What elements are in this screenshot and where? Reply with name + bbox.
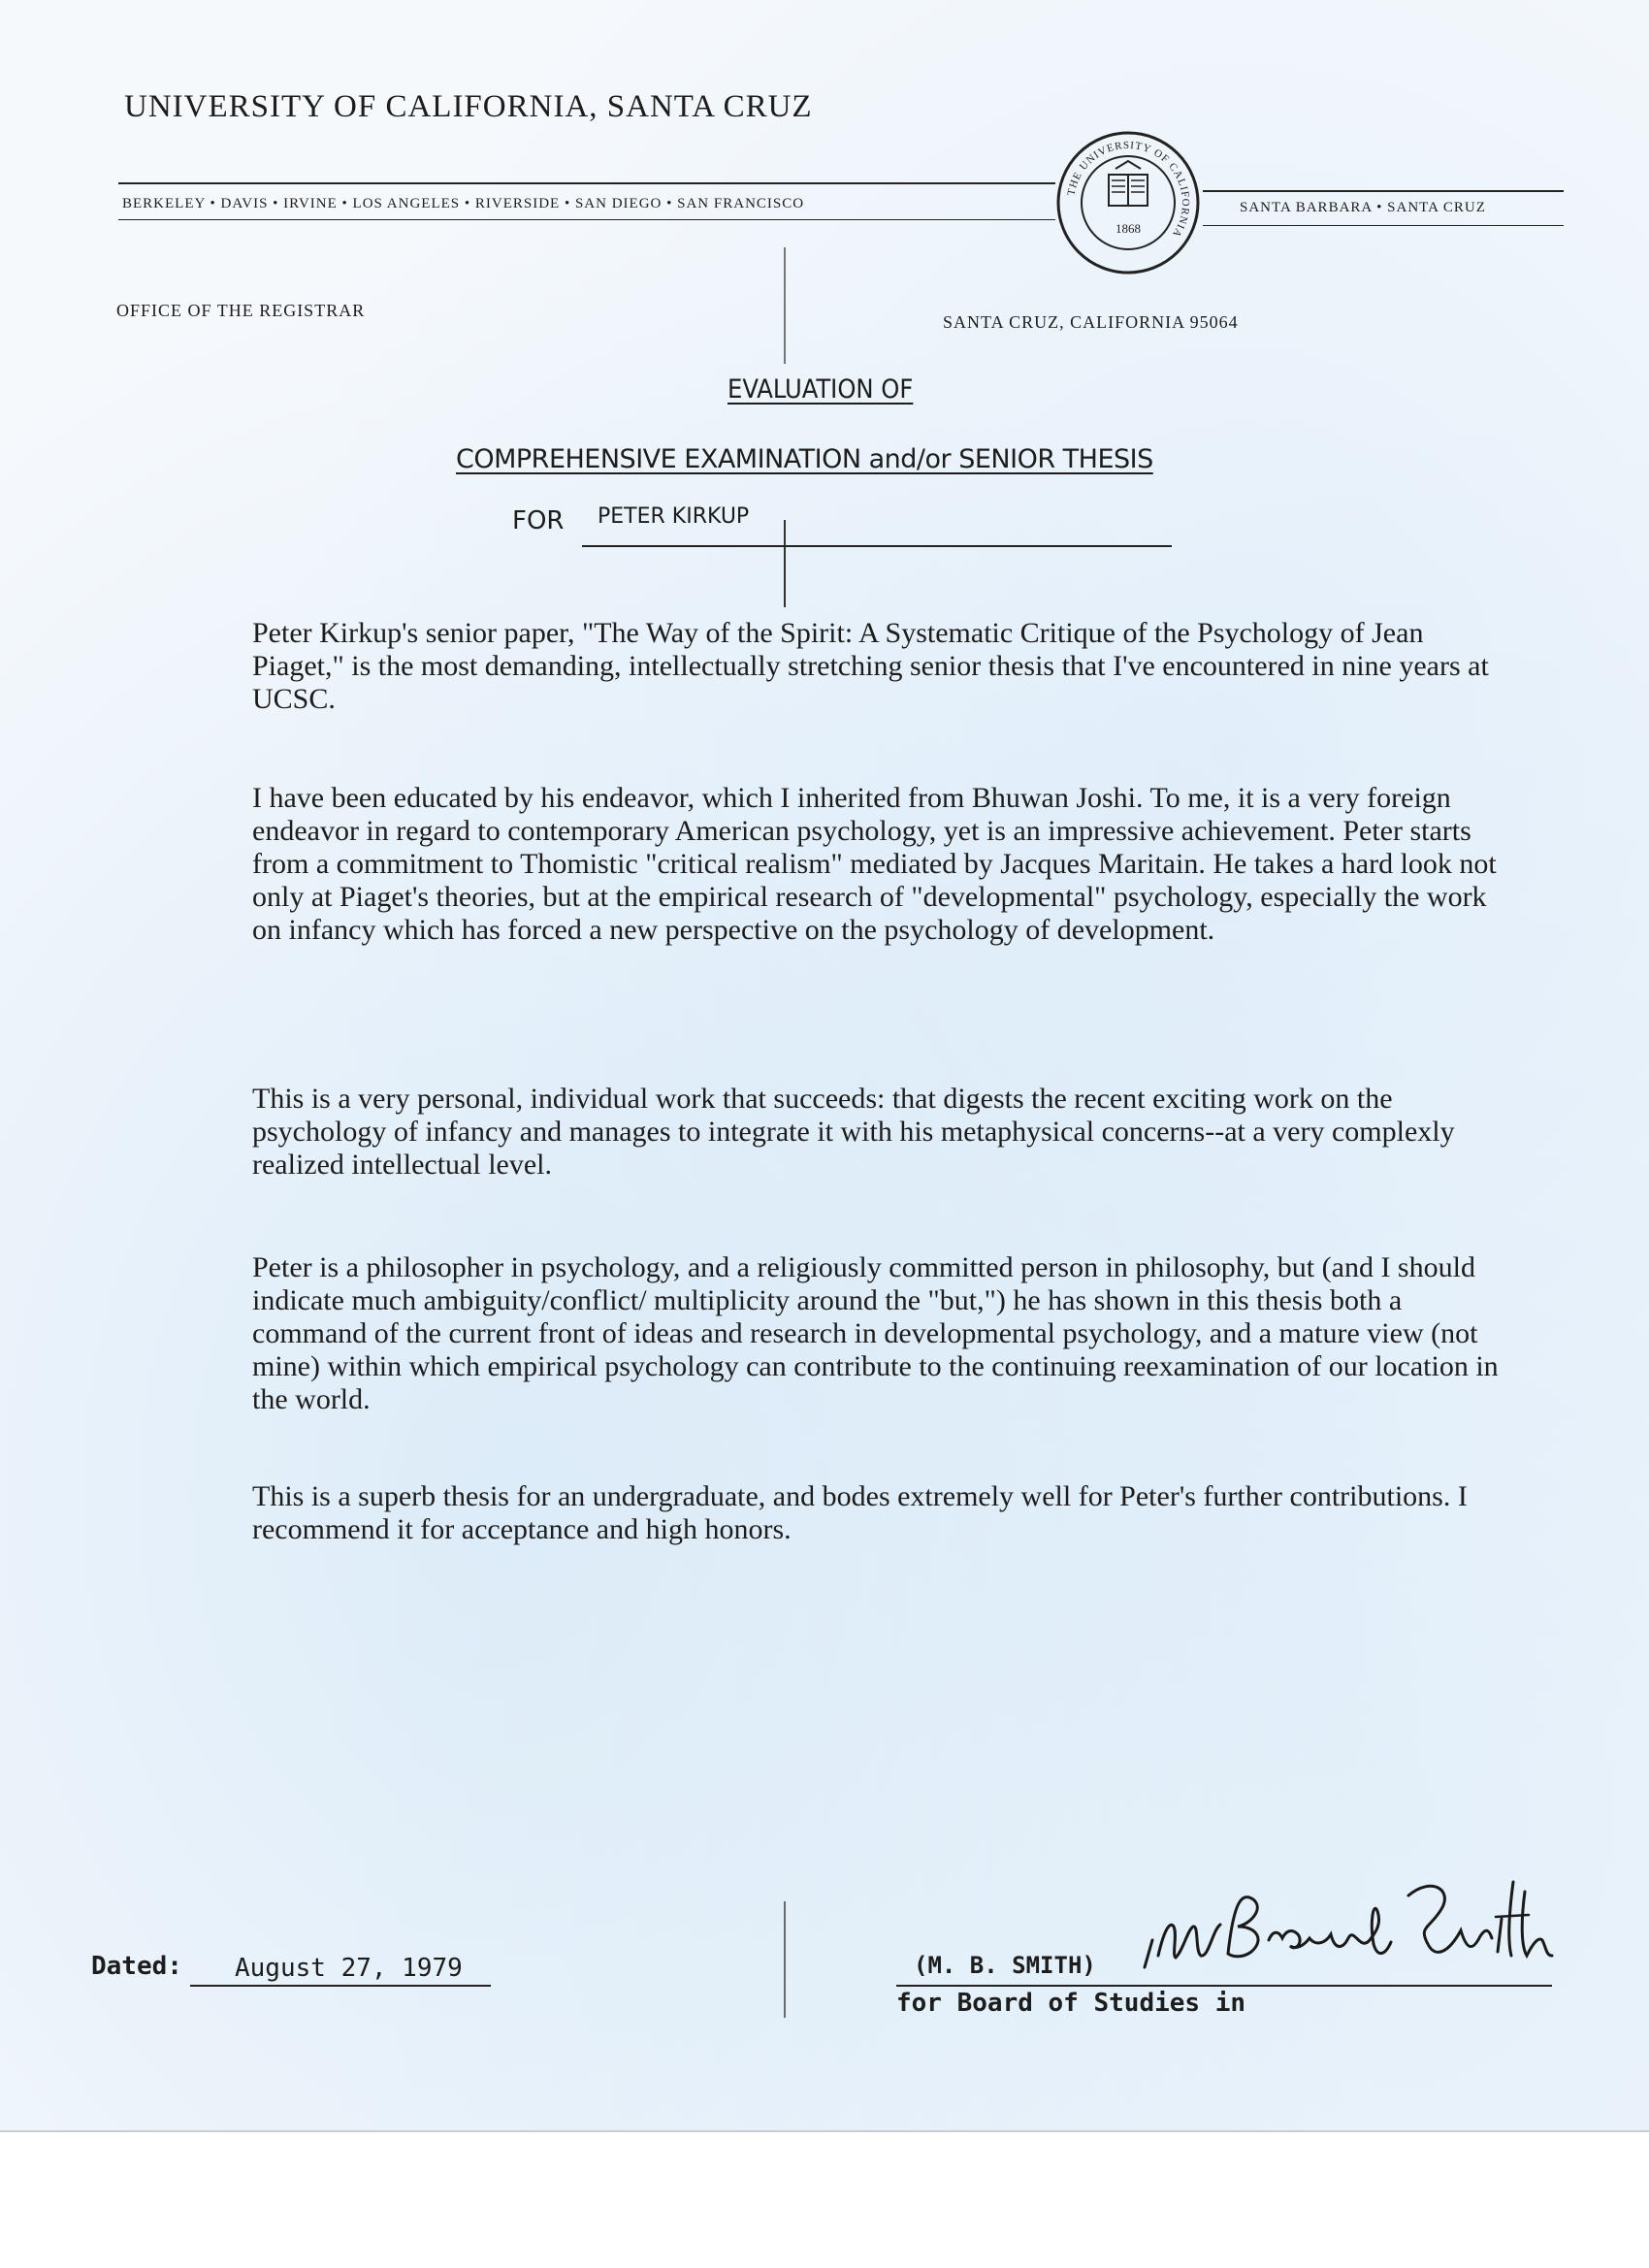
evaluation-paragraph: This is a superb thesis for an undergraduate, and bodes extremely well for Peter's further contributions. I recommend it for acceptance and high honors. — [252, 1480, 1468, 1545]
dated-underline — [190, 1985, 491, 1987]
evaluation-paragraph: Peter Kirkup's senior paper, "The Way of the Spirit: A Systematic Critique of the Psychology of Jean Piaget," is the most demanding, intellectually stretching senior thesis that I've encountered in nine years at UCSC. — [252, 617, 1489, 715]
evaluation-paragraph: I have been educated by his endeavor, which I inherited from Bhuwan Joshi. To me, it is a very foreign endeavor in regard to contemporary American psychology, yet is an impressive achievement. Peter starts from a commitment to Thomistic "critical realism" mediated by Jacques Maritain. He takes a hard look not only at Piaget's theories, but at the empirical research of "developmental" psychology, especially the work on infancy which has forced a new perspective on the psychology of development. — [252, 782, 1497, 946]
for-label: FOR — [512, 506, 565, 535]
student-name: PETER KIRKUP — [598, 504, 750, 529]
scan-edge — [0, 2130, 1649, 2132]
office-of-registrar: OFFICE OF THE REGISTRAR — [116, 301, 366, 320]
dated-label: Dated: — [91, 1952, 182, 1981]
letterhead-rule-bottom-right — [1203, 225, 1564, 226]
board-of-studies-label: for Board of Studies in — [896, 1989, 1246, 2018]
campuses-left: BERKELEY • DAVIS • IRVINE • LOS ANGELES • RIVERSIDE • SAN DIEGO • SAN FRANCISCO — [122, 196, 805, 211]
signer-name: (M. B. SMITH) — [914, 1952, 1096, 1979]
fold-mark-bottom — [784, 1901, 786, 2018]
seal-year: 1868 — [1116, 221, 1141, 236]
evaluation-paragraph: Peter is a philosopher in psychology, and a religiously committed person in philosophy, but (and I should indicate much ambiguity/conflict/ multiplicity around the "but,") he has shown in this thesis both a command of the current front of ideas and research in developmental psychology, and a mature view (not mine) within which empirical psychology can contribute to the continuing reexamination of our location in the world. — [252, 1251, 1499, 1415]
letterhead-rule-top-left — [118, 182, 1055, 184]
fold-mark-top — [784, 247, 786, 364]
form-title-line1: EVALUATION OF — [728, 374, 914, 405]
university-seal — [1055, 130, 1201, 275]
letterhead-rule-bottom-left — [118, 219, 1055, 220]
letterhead-rule-top-right — [1203, 190, 1564, 192]
signature-line — [896, 1985, 1552, 1987]
registrar-address: SANTA CRUZ, CALIFORNIA 95064 — [943, 312, 1239, 332]
fold-mark-middle — [784, 520, 786, 607]
form-title-line2: COMPREHENSIVE EXAMINATION and/or SENIOR THESIS — [456, 444, 1153, 474]
evaluation-paragraph: This is a very personal, individual work that succeeds: that digests the recent exciting work on the psychology of infancy and manages to integrate it with his metaphysical concerns--at a very complexly realized intellectual level. — [252, 1083, 1455, 1181]
student-name-underline — [582, 545, 1172, 547]
seal-text: THE UNIVERSITY OF CALIFORNIA — [1065, 139, 1192, 241]
campuses-right: SANTA BARBARA • SANTA CRUZ — [1240, 200, 1486, 215]
university-name: UNIVERSITY OF CALIFORNIA, SANTA CRUZ — [124, 89, 813, 124]
dated-value: August 27, 1979 — [235, 1954, 463, 1983]
handwritten-signature — [1141, 1863, 1587, 1979]
